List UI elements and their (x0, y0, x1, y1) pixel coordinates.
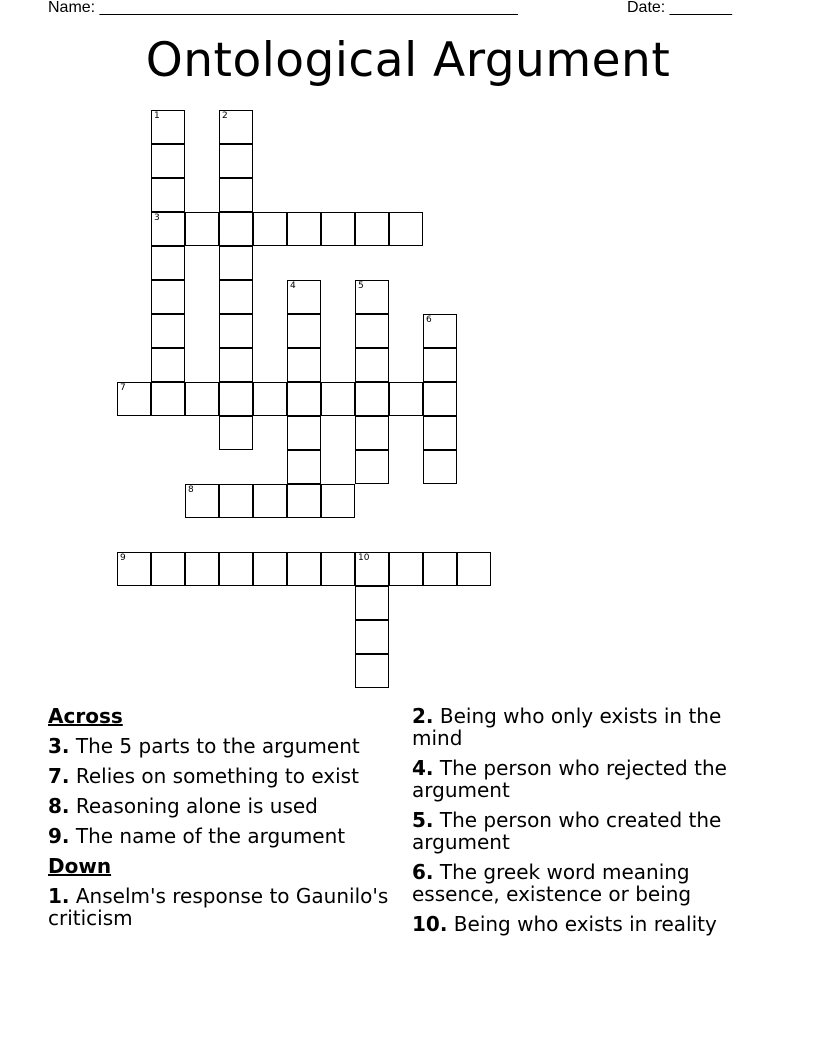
grid-cell[interactable] (219, 110, 253, 144)
cell-number: 6 (426, 315, 432, 325)
clue-down-2 (412, 705, 757, 749)
grid-cell[interactable] (423, 552, 457, 586)
grid-cell[interactable] (151, 280, 185, 314)
page-title: Ontological Argument (145, 33, 671, 88)
grid-cell[interactable] (423, 348, 457, 382)
grid-cell[interactable] (185, 552, 219, 586)
clue-down-4 (412, 757, 757, 801)
grid-cell[interactable] (355, 450, 389, 484)
grid-cell[interactable] (355, 552, 389, 586)
grid-cell[interactable] (355, 586, 389, 620)
grid-cell[interactable] (219, 212, 253, 246)
grid-cell[interactable] (355, 382, 389, 416)
clue-across-7 (48, 765, 393, 787)
grid-cell[interactable] (287, 280, 321, 314)
clue-down-1 (48, 885, 393, 929)
clue-number: 8. (48, 794, 70, 818)
grid-cell[interactable] (287, 212, 321, 246)
clue-text: The greek word meaning essence, existence or being (412, 860, 692, 906)
grid-cell[interactable] (219, 552, 253, 586)
cell-number: 9 (120, 553, 126, 563)
clues-right-column (412, 705, 757, 943)
cell-number: 10 (358, 553, 370, 563)
grid-cell[interactable] (117, 382, 151, 416)
grid-cell[interactable] (151, 382, 185, 416)
grid-cell[interactable] (423, 314, 457, 348)
clue-number: 1. (48, 884, 70, 908)
clue-across-8 (48, 795, 393, 817)
clue-number: 10. (412, 912, 448, 936)
down-heading: Down (48, 854, 112, 878)
grid-cell[interactable] (355, 212, 389, 246)
cell-number: 8 (188, 485, 194, 495)
cell-number: 2 (222, 111, 228, 121)
grid-cell[interactable] (423, 416, 457, 450)
grid-cell[interactable] (355, 280, 389, 314)
clues-left-column (48, 705, 393, 937)
date-field-line: Date: _______ (627, 0, 732, 16)
grid-cell[interactable] (321, 484, 355, 518)
grid-cell[interactable] (423, 382, 457, 416)
clue-number: 5. (412, 808, 434, 832)
clue-down-10 (412, 913, 757, 935)
clue-text: The person who rejected the argument (412, 756, 727, 802)
clue-across-9 (48, 825, 393, 847)
cell-number: 1 (154, 111, 160, 121)
cell-number: 7 (120, 383, 126, 393)
clue-text: Reasoning alone is used (75, 794, 318, 818)
grid-cell[interactable] (219, 178, 253, 212)
cell-number: 5 (358, 281, 364, 291)
grid-cell[interactable] (355, 314, 389, 348)
grid-cell[interactable] (253, 552, 287, 586)
grid-cell[interactable] (219, 280, 253, 314)
grid-cell[interactable] (219, 246, 253, 280)
name-field-line: Name: _______________________________________________ (48, 0, 518, 16)
clue-text: The person who created the argument (412, 808, 722, 854)
clue-down-5 (412, 809, 757, 853)
grid-cell[interactable] (185, 212, 219, 246)
grid-cell[interactable] (321, 212, 355, 246)
grid-cell[interactable] (151, 552, 185, 586)
grid-cell[interactable] (287, 314, 321, 348)
grid-cell[interactable] (151, 348, 185, 382)
grid-cell[interactable] (219, 314, 253, 348)
grid-cell[interactable] (423, 450, 457, 484)
clue-number: 3. (48, 734, 70, 758)
grid-cell[interactable] (287, 416, 321, 450)
clue-text: Being who exists in reality (453, 912, 717, 936)
grid-cell[interactable] (253, 382, 287, 416)
clue-number: 9. (48, 824, 70, 848)
clue-text: Being who only exists in the mind (412, 704, 722, 750)
grid-cell[interactable] (185, 382, 219, 416)
grid-cell[interactable] (355, 416, 389, 450)
grid-cell[interactable] (321, 552, 355, 586)
grid-cell[interactable] (151, 314, 185, 348)
clue-number: 6. (412, 860, 434, 884)
clue-number: 4. (412, 756, 434, 780)
clue-across-3 (48, 735, 393, 757)
clue-text: Anselm's response to Gaunilo's criticism (48, 884, 389, 930)
cell-number: 3 (154, 213, 160, 223)
clue-text: The 5 parts to the argument (75, 734, 360, 758)
grid-cell[interactable] (389, 382, 423, 416)
grid-cell[interactable] (253, 212, 287, 246)
grid-cell[interactable] (321, 382, 355, 416)
clue-down-6 (412, 861, 757, 905)
grid-cell[interactable] (185, 484, 219, 518)
grid-cell[interactable] (287, 348, 321, 382)
grid-cell[interactable] (151, 178, 185, 212)
grid-cell[interactable] (287, 382, 321, 416)
grid-cell[interactable] (355, 348, 389, 382)
grid-cell[interactable] (219, 348, 253, 382)
grid-cell[interactable] (219, 382, 253, 416)
cell-number: 4 (290, 281, 296, 291)
grid-cell[interactable] (355, 654, 389, 688)
clue-text: The name of the argument (75, 824, 346, 848)
clue-number: 7. (48, 764, 70, 788)
grid-cell[interactable] (457, 552, 491, 586)
grid-cell[interactable] (389, 552, 423, 586)
across-heading: Across (48, 704, 123, 728)
grid-cell[interactable] (219, 416, 253, 450)
grid-cell[interactable] (151, 246, 185, 280)
grid-cell[interactable] (117, 552, 151, 586)
grid-cell[interactable] (287, 552, 321, 586)
grid-cell[interactable] (355, 620, 389, 654)
clue-text: Relies on something to exist (75, 764, 359, 788)
clue-number: 2. (412, 704, 434, 728)
grid-cell[interactable] (151, 110, 185, 144)
grid-cell[interactable] (151, 144, 185, 178)
grid-cell[interactable] (253, 484, 287, 518)
grid-cell[interactable] (287, 450, 321, 484)
grid-cell[interactable] (219, 484, 253, 518)
grid-cell[interactable] (389, 212, 423, 246)
grid-cell[interactable] (151, 212, 185, 246)
grid-cell[interactable] (219, 144, 253, 178)
grid-cell[interactable] (287, 484, 321, 518)
